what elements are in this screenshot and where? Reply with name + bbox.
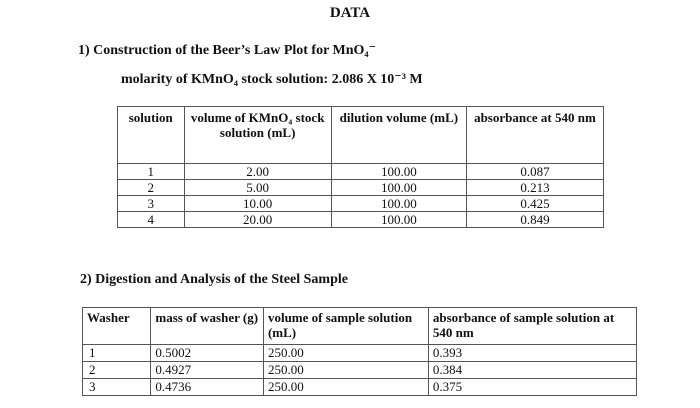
beers-law-header-row [118, 107, 604, 164]
header-volume-kmno4: volume of KMnO₄ stock solution (mL) [184, 107, 331, 164]
cell-volume: 250.00 [263, 362, 428, 379]
stock-molarity-line: molarity of KMnO₄ stock solution: 2.086 X 10⁻³ M [121, 72, 423, 87]
page-heading: DATA [329, 5, 371, 21]
cell-absorbance: 0.425 [466, 196, 603, 212]
header-sample-volume: volume of sample solution (mL) [263, 308, 428, 345]
cell-volume: 5.00 [184, 180, 331, 196]
cell-volume: 20.00 [184, 212, 331, 228]
table-row [118, 164, 604, 180]
cell-mass: 0.5002 [151, 345, 264, 362]
cell-volume: 250.00 [263, 345, 428, 362]
beers-law-table [117, 106, 604, 228]
cell-solution: 4 [118, 212, 185, 228]
header-dilution-volume: dilution volume (mL) [331, 107, 466, 164]
section-2-title: 2) Digestion and Analysis of the Steel Sample [80, 272, 348, 287]
cell-absorbance: 0.384 [428, 362, 636, 379]
cell-absorbance: 0.375 [428, 379, 636, 396]
header-absorbance-540: absorbance at 540 nm [466, 107, 603, 164]
cell-solution: 2 [118, 180, 185, 196]
cell-volume: 2.00 [184, 164, 331, 180]
cell-dilution: 100.00 [331, 164, 466, 180]
cell-absorbance: 0.087 [466, 164, 603, 180]
cell-mass: 0.4927 [151, 362, 264, 379]
table-row [83, 379, 637, 396]
table-row [118, 196, 604, 212]
steel-sample-table [82, 307, 637, 396]
cell-volume: 10.00 [184, 196, 331, 212]
table-row [83, 345, 637, 362]
cell-solution: 1 [118, 164, 185, 180]
steel-sample-header-row [83, 308, 637, 345]
table-row [118, 212, 604, 228]
cell-absorbance: 0.849 [466, 212, 603, 228]
table-row [118, 180, 604, 196]
table-row [83, 362, 637, 379]
header-sample-absorbance: absorbance of sample solution at 540 nm [428, 308, 636, 345]
cell-dilution: 100.00 [331, 212, 466, 228]
cell-dilution: 100.00 [331, 196, 466, 212]
cell-washer: 1 [83, 345, 151, 362]
cell-dilution: 100.00 [331, 180, 466, 196]
cell-mass: 0.4736 [151, 379, 264, 396]
header-mass-of-washer: mass of washer (g) [151, 308, 264, 345]
cell-volume: 250.00 [263, 379, 428, 396]
cell-absorbance: 0.213 [466, 180, 603, 196]
cell-washer: 3 [83, 379, 151, 396]
cell-washer: 2 [83, 362, 151, 379]
cell-solution: 3 [118, 196, 185, 212]
section-1-title: 1) Construction of the Beer’s Law Plot for MnO₄⁻ [78, 43, 377, 58]
header-washer: Washer [83, 308, 151, 345]
header-solution: solution [118, 107, 185, 164]
cell-absorbance: 0.393 [428, 345, 636, 362]
